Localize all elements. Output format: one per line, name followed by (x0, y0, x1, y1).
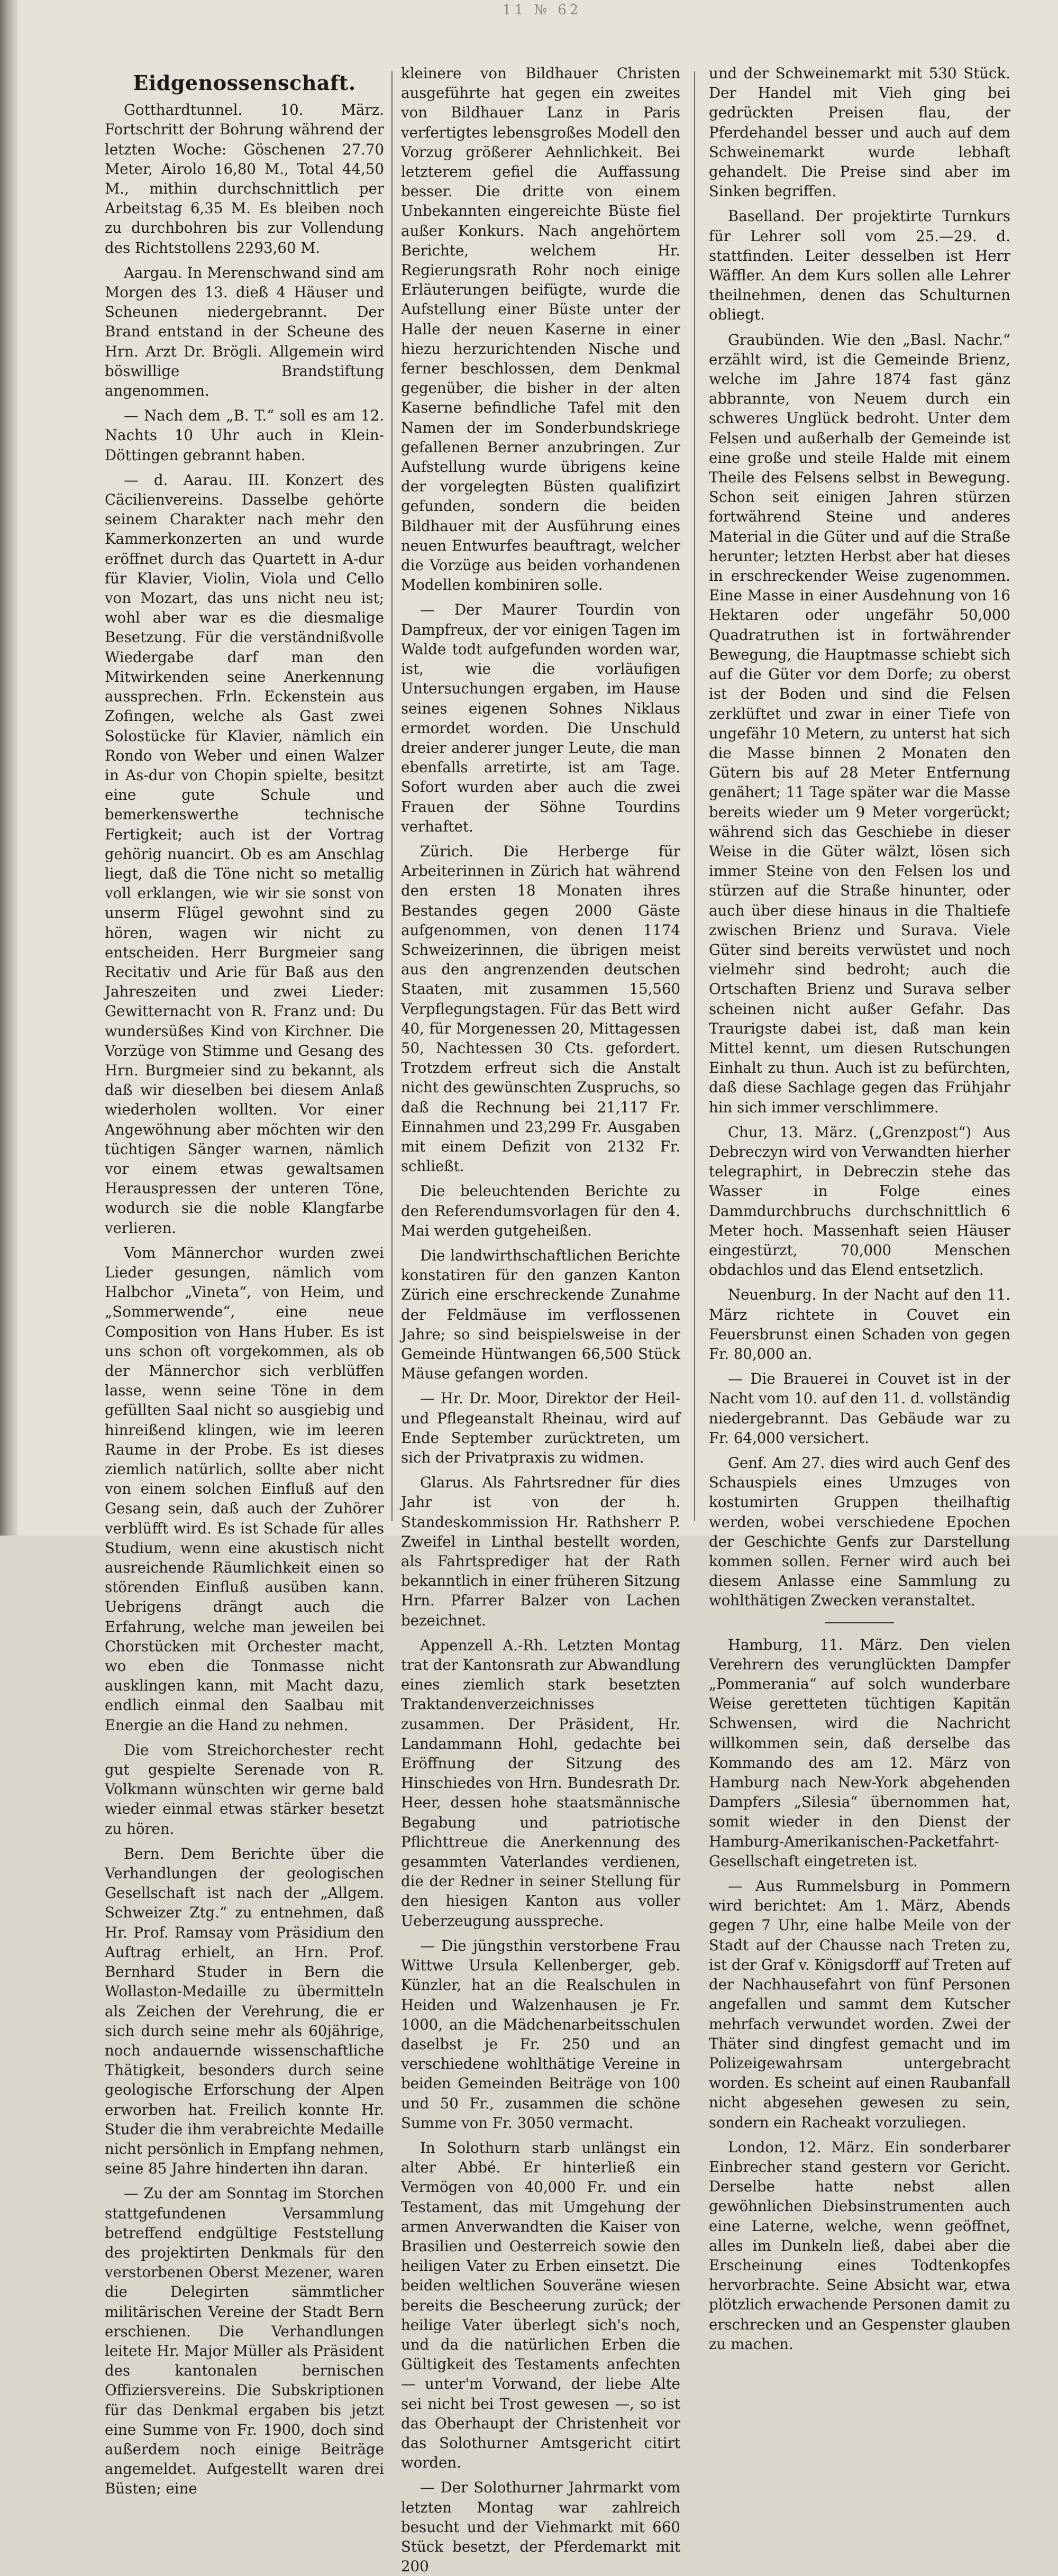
page-header-marks: 11 № 62 (503, 2, 582, 18)
article-paragraph: — d. Aarau. III. Konzert des Cäcilienvereins. Dasselbe gehörte seinem Charakter nach mehr den Kammerkonzerten an und wurde eröffnet durch das Quartett in A-dur für Klavier, Violin, Viola und Cello von Mozart, das uns nicht neu ist; wohl aber war es die diesmalige Besetzung. Für die verständnißvolle Wiedergabe darf man den Mitwirkenden seine Anerkennung aussprechen. Frln. Eckenstein aus Zofingen, welche als Gast zwei Solostücke für Klavier, nämlich ein Rondo von Weber und einen Walzer in As-dur von Chopin spielte, besitzt eine gute Schule und bemerkenswerthe technische Fertigkeit; auch ist der Vortrag gehörig nuancirt. Ob es am Anschlag liegt, daß die Töne nicht so metallig voll erklangen, wie wir sie sonst von unserm Flügel gewohnt sind zu hören, wagen wir nicht zu entscheiden. Herr Burgmeier sang Recitativ und Arie für Baß aus den Jahreszeiten und zwei Lieder: Gewitternacht von R. Franz und: Du wundersüßes Kind von Kirchner. Die Vorzüge von Stimme und Gesang des Hrn. Burgmeier sind zu bekannt, als daß wir dieselben bei diesem Anlaß wiederholen wollten. Vor einer Angewöhnung aber möchten wir den tüchtigen Sänger warnen, nämlich vor einem etwas gewaltsamen Herauspressen der unteren Töne, wodurch sie die noble Klangfarbe verlieren. (105, 471, 384, 1237)
article-paragraph: Bern. Dem Berichte über die Verhandlungen der geologischen Gesellschaft ist nach der „Allgem. Schweizer Ztg.“ zu entnehmen, daß Hr. Prof. Ramsay vom Präsidium den Auftrag erhielt, an Hrn. Prof. Bernhard Studer in Bern die Wollaston-Medaille zu übermitteln als Zeichen der Verehrung, die er sich durch seine mehr als 60jährige, noch andauernde wissenschaftliche Thätigkeit, besonders durch seine geologische Erforschung der Alpen erworben hat. Freilich konnte Hr. Studer die ihm verabreichte Medaille nicht persönlich in Empfang nehmen, seine 85 Jahre hinderten ihn daran. (105, 1844, 384, 2178)
article-paragraph: — Zu der am Sonntag im Storchen stattgefundenen Versammlung betreffend endgültige Feststellung des projektirten Denkmals für den verstorbenen Oberst Mezener, waren die Delegirten sämmtlicher militärischen Vereine der Stadt Bern erschienen. Die Verhandlungen leitete Hr. Major Müller als Präsident des kantonalen bernischen Offiziersvereins. Die Subskriptionen für das Denkmal ergaben bis jetzt eine Summe von Fr. 1900, doch sind außerdem noch einige Beiträge angemeldet. Aufgestellt waren drei Büsten; eine (105, 2185, 384, 2498)
article-paragraph: Chur, 13. März. („Grenzpost“) Aus Debreczyn wird von Verwandten hierher telegraphirt, in Debreczin stehe das Wasser in Folge eines Dammdurchbruchs durchschnittlich 6 Meter hoch. Massenhaft seien Häuser eingestürzt, 70,000 Menschen obdachlos und das Elend entsetzlich. (709, 1123, 1010, 1279)
article-paragraph: — Die Brauerei in Couvet ist in der Nacht vom 10. auf den 11. d. vollständig niedergebrannt. Das Gebäude war zu Fr. 64,000 versichert. (709, 1370, 1010, 1447)
article-paragraph: — Aus Rummelsburg in Pommern wird berichtet: Am 1. März, Abends gegen 7 Uhr, eine halbe Meile von der Stadt auf der Chausse nach Treten zu, ist der Graf v. Königsdorff auf Treten auf der Nachhausefahrt von fünf Personen angefallen und sammt dem Kutscher mehrfach verwundet worden. Zwei der Thäter sind dingfest gemacht und im Polizeigewahrsam untergebracht worden. Es scheint auf einen Raubanfall nicht abgesehen gewesen zu sein, sondern ein Racheakt vorzuliegen. (709, 1877, 1010, 2131)
article-paragraph: Die landwirthschaftlichen Berichte konstatiren für den ganzen Kanton Zürich eine erschreckende Zunahme der Feldmäuse im verflossenen Jahre; so sind beispielsweise in der Gemeinde Hüntwangen 66,500 Stück Mäuse gefangen worden. (401, 1246, 680, 1383)
article-paragraph: Die beleuchtenden Berichte zu den Referendumsvorlagen für den 4. Mai werden gutgeheißen. (401, 1182, 680, 1239)
article-paragraph: Neuenburg. In der Nacht auf den 11. März richtete in Couvet ein Feuersbrunst einen Schaden von gegen Fr. 80,000 an. (709, 1286, 1010, 1363)
section-separator (825, 1622, 894, 1623)
section-title: Eidgenossenschaft. (133, 71, 356, 95)
article-paragraph: Baselland. Der projektirte Turnkurs für Lehrer soll vom 25.—29. d. stattfinden. Leiter desselben ist Herr Wäffler. An dem Kurs sollen alle Lehrer theilnehmen, denen das Schulturnen obliegt. (709, 207, 1010, 324)
article-paragraph: — Der Maurer Tourdin von Dampfreux, der vor einigen Tagen im Walde todt aufgefunden worden war, ist, wie die vorläufigen Untersuchungen ergaben, im Hause seines eigenen Sohnes Niklaus ermordet worden. Die Unschuld dreier anderer junger Leute, die man ebenfalls arretirte, ist am Tage. Sofort wurden aber auch die zwei Frauen der Söhne Tourdins verhaftet. (401, 601, 680, 835)
article-paragraph: Appenzell A.-Rh. Letzten Montag trat der Kantonsrath zur Abwandlung eines ziemlich stark besetzten Traktandenverzeichnisses zusammen. Der Präsident, Hr. Landammann Hohl, gedachte bei Eröffnung der Sitzung des Hinschiedes von Hrn. Bundesrath Dr. Heer, dessen hohe staatsmännische Begabung und patriotische Pflichttreue die Anerkennung des gesammten Vaterlandes verdienen, die der Redner in seiner Stellung für den hiesigen Kanton aus voller Ueberzeugung ausspreche. (401, 1636, 680, 1930)
article-paragraph: Genf. Am 27. dies wird auch Genf des Schauspiels eines Umzuges von kostumirten Gruppen theilhaftig werden, wobei verschiedene Epochen der Geschichte Genfs zur Darstellung kommen sollen. Ferner wird auch bei diesem Anlasse eine Sammlung zu wohlthätigen Zwecken veranstaltet. (709, 1454, 1010, 1610)
article-paragraph: Vom Männerchor wurden zwei Lieder gesungen, nämlich vom Halbchor „Vineta“, von Heim, und „Sommerwende“, eine neue Composition von Hans Huber. Es ist uns schon oft vorgekommen, als ob der Männerchor sich verblüffen lasse, wenn seine Töne in dem gefüllten Saal nicht so ausgiebig und hinreißend klingen, wie im leeren Raume in der Probe. Es ist dieses ziemlich natürlich, sollte aber nicht von einem solchen Einfluß auf den Gesang sein, daß auch der Zuhörer verblüfft wird. Es ist Schade für alles Studium, wenn eine akustisch nicht ausreichende Räumlichkeit einen so störenden Einfluß ausüben kann. Uebrigens drängt auch die Erfahrung, welche man jeweilen bei Chorstücken mit Orchester macht, wo eben die Tonmasse nicht ausklingen kann, mit Macht dazu, endlich einmal den Saalbau mit Energie an die Hand zu nehmen. (105, 1244, 384, 1734)
article-paragraph: Die vom Streichorchester recht gut gespielte Serenade von R. Volkmann wünschten wir gerne bald wieder einmal etwas stärker besetzt zu hören. (105, 1741, 384, 1838)
article-paragraph: London, 12. März. Ein sonderbarer Einbrecher stand gestern vor Gericht. Derselbe hatte nebst allen gewöhnlichen Diebsinstrumenten auch eine Laterne, welche, wenn geöffnet, alles im Dunkeln ließ, dabei aber die Erscheinung eines Todtenkopfes hervorbrachte. Seine Absicht war, etwa plötzlich erwachende Personen damit zu erschrecken und an Gespenster glauben zu machen. (709, 2138, 1010, 2353)
article-paragraph: Gotthardtunnel. 10. März. Fortschritt der Bohrung während der letzten Woche: Göschenen 27.70 Meter, Airolo 16,80 M., Total 44,50 M., mithin durchschnittlich per Arbeitstag 6,35 M. Es bleiben noch zu durchbohren bis zur Vollendung des Richtstollens 2293,60 M. (105, 101, 384, 257)
article-paragraph: Hamburg, 11. März. Den vielen Verehrern des verunglückten Dampfer „Pommerania“ auf solch wunderbare Weise geretteten tüchtigen Kapitän Schwensen, wird die Nachricht willkommen sein, daß derselbe das Kommando des am 12. März von Hamburg nach New-York abgehenden Dampfers „Silesia“ übernommen hat, somit wieder in den Dienst der Hamburg-Amerikanischen-Packetfahrt-Gesellschaft eingetreten ist. (709, 1636, 1010, 1870)
column-2 (401, 63, 680, 2575)
page-binding-edge (0, 0, 18, 1536)
article-paragraph: — Hr. Dr. Moor, Direktor der Heil- und Pflegeanstalt Rheinau, wird auf Ende September zurücktreten, um sich der Privatpraxis zu widmen. (401, 1390, 680, 1467)
column-3 (709, 63, 1010, 2353)
article-paragraph: kleinere von Bildhauer Christen ausgeführte hat gegen ein zweites von Bildhauer Lanz in Paris verfertigtes lebensgroßes Modell den Vorzug größerer Aehnlichkeit. Bei letzterem gefiel die Auffassung besser. Die dritte von einem Unbekannten eingereichte Büste fiel außer Konkurs. Nach angehörtem Berichte, welchem Hr. Regierungsrath Rohr noch einige Erläuterungen beifügte, wurde die Aufstellung einer Büste unter der Halle der neuen Kaserne in einer hiezu herzurichtenden Nische und ferner beschlossen, dem Denkmal gegenüber, die bisher in der alten Kaserne befindliche Tafel mit den Namen der im Sonderbundskriege gefallenen Berner anzubringen. Zur Aufstellung wurde übrigens keine der vorgelegten Büsten qualifizirt gefunden, sondern die beiden Bildhauer mit der Ausführung eines neuen Entwurfes beauftragt, welcher die Vorzüge aus beiden vorhandenen Modellen kombiniren solle. (401, 65, 680, 594)
article-paragraph: — Die jüngsthin verstorbene Frau Wittwe Ursula Kellenberger, geb. Künzler, hat an die Realschulen in Heiden und Walzenhausen je Fr. 1000, an die Mädchenarbeitsschulen daselbst je Fr. 250 und an verschiedene wohlthätige Vereine in beiden Gemeinden Beiträge von 100 und 50 Fr., zusammen die schöne Summe von Fr. 3050 vermacht. (401, 1936, 680, 2132)
article-paragraph: Glarus. Als Fahrtsredner für dies Jahr ist von der h. Standeskommission Hr. Rathsherr P. Zweifel in Linthal bestellt worden, als Fahrtsprediger hat der Rath bekanntlich in einer früheren Sitzung Hrn. Pfarrer Balzer von Lachen bezeichnet. (401, 1474, 680, 1629)
article-paragraph: und der Schweinemarkt mit 530 Stück. Der Handel mit Vieh ging bei gedrückten Preisen flau, der Pferdehandel besser und auch auf dem Schweinemarkt wurde lebhaft gehandelt. Die Preise sind aber im Sinken begriffen. (709, 65, 1010, 200)
article-paragraph: Graubünden. Wie den „Basl. Nachr.“ erzählt wird, ist die Gemeinde Brienz, welche im Jahre 1874 fast gänz abbrannte, von Neuem durch ein schweres Unglück bedroht. Unter dem Felsen und außerhalb der Gemeinde ist eine große und steile Halde mit einem Theile des Felsens selbst in Bewegung. Schon seit einigen Jahren stürzen fortwährend Steine und anderes Material in die Güter und auf die Straße herunter; letzten Herbst aber hat dieses in erschreckender Weise zugenommen. Eine Masse in einer Ausdehnung von 16 Hektaren oder ungefähr 50,000 Quadratruthen ist in fortwährender Bewegung, die Hauptmasse schiebt sich auf die Güter vor dem Dorfe; zu oberst ist der Boden und sind die Felsen zerklüftet und zwar in einer Tiefe von ungefähr 10 Metern, zu unterst hat sich die Masse binnen 2 Monaten den Gütern bis auf 28 Meter Entfernung genähert; 11 Tage später war die Masse bereits wieder um 9 Meter vorgerückt; während sich das Geschiebe in dieser Weise in die Güter wälzt, lösen sich immer Steine von den Felsen los und stürzen auf die Straße hinunter, oder auch über diese hinaus in die Thaltiefe zwischen Brienz und Surava. Viele Güter sind bereits verwüstet und noch vielmehr sind bedroht; auch die Ortschaften Brienz und Surava selber scheinen nicht außer Gefahr. Das Traurigste dabei ist, daß man kein Mittel kennt, um diesen Rutschungen Einhalt zu thun. Auch ist zu befürchten, daß diese Sachlage gegen das Frühjahr hin sich immer verschlimmere. (709, 331, 1010, 1116)
article-paragraph: In Solothurn starb unlängst ein alter Abbé. Er hinterließ ein Vermögen von 40,000 Fr. und ein Testament, das mit Umgehung der armen Anverwandten die Kaiser von Brasilien und Oesterreich sowie den heiligen Vater zu Erben einsetzt. Die beiden weltlichen Souveräne wiesen bereits die Bescheerung zurück; der heilige Vater überlegt sich's noch, und da die natürlichen Erben die Gültigkeit des Testaments anfechten — unter'm Vorwand, der liebe Alte sei nicht bei Trost gewesen —, so ist das Oberhaupt der Christenheit vor das Solothurner Amtsgericht citirt worden. (401, 2139, 680, 2472)
column-rule (694, 71, 695, 1521)
article-paragraph: — Der Solothurner Jahrmarkt vom letzten Montag war zahlreich besucht und der Viehmarkt mit 660 Stück besetzt, der Pferdemarkt mit 200 (401, 2479, 680, 2575)
article-paragraph: Aargau. In Merenschwand sind am Morgen des 13. dieß 4 Häuser und Scheunen niedergebrannt. Der Brand entstand in der Scheune des Hrn. Arzt Dr. Brögli. Allgemein wird böswillige Brandstiftung angenommen. (105, 263, 384, 400)
article-paragraph: Zürich. Die Herberge für Arbeiterinnen in Zürich hat während den ersten 18 Monaten ihres Bestandes gegen 2000 Gäste aufgenommen, von denen 1174 Schweizerinnen, die übrigen meist aus den angrenzenden deutschen Staaten, mit zusammen 15,560 Verpflegungstagen. Für das Bett wird 40, für Morgenessen 20, Mittagessen 50, Nachtessen 30 Cts. gefordert. Trotzdem erfreut sich die Anstalt nicht des gewünschten Zuspruchs, so daß die Rechnung bei 21,117 Fr. Einnahmen und 23,299 Fr. Ausgaben mit einem Defizit von 2132 Fr. schließt. (401, 842, 680, 1175)
article-paragraph: — Nach dem „B. T.“ soll es am 12. Nachts 10 Uhr auch in Klein-Döttingen gebrannt haben. (105, 407, 384, 464)
column-1 (105, 63, 384, 2498)
column-rule (391, 71, 393, 1521)
